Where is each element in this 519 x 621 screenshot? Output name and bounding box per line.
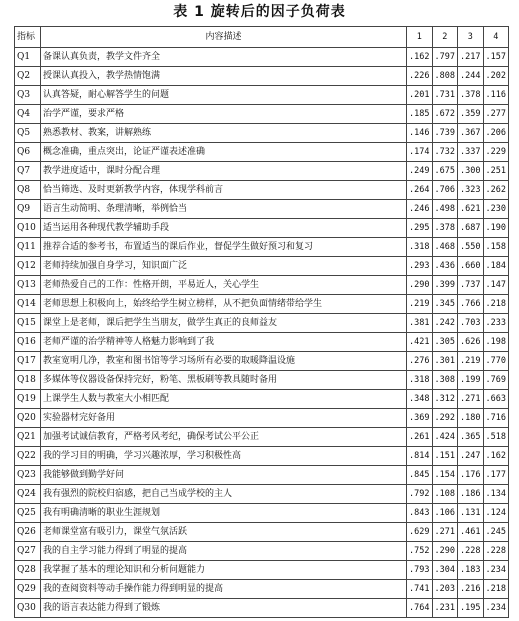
row-indicator: Q26 <box>15 523 41 542</box>
row-description: 恰当筛选、及时更新教学内容，体现学科前言 <box>41 181 407 200</box>
row-description: 老师热爱自己的工作：性格开朗，平易近人，关心学生 <box>41 276 407 295</box>
table-row <box>15 447 509 466</box>
factor-2-loading: .312 <box>432 390 458 409</box>
table-row <box>15 257 509 276</box>
header-factor-3: 3 <box>458 27 484 48</box>
factor-3-loading: .703 <box>458 314 484 333</box>
factor-2-loading: .154 <box>432 466 458 485</box>
factor-1-loading: .792 <box>407 485 433 504</box>
factor-4-loading: .262 <box>483 181 509 200</box>
row-description: 教室宽明几净，教室和图书馆等学习场所有必要的取暖降温设施 <box>41 352 407 371</box>
factor-3-loading: .176 <box>458 466 484 485</box>
factor-1-loading: .264 <box>407 181 433 200</box>
table-row <box>15 67 509 86</box>
row-description: 老师课堂富有吸引力，课堂气氛活跃 <box>41 523 407 542</box>
factor-3-loading: .378 <box>458 86 484 105</box>
header-description: 内容描述 <box>41 27 407 48</box>
factor-4-loading: .218 <box>483 295 509 314</box>
factor-3-loading: .131 <box>458 504 484 523</box>
factor-2-loading: .378 <box>432 219 458 238</box>
factor-3-loading: .461 <box>458 523 484 542</box>
factor-4-loading: .277 <box>483 105 509 124</box>
factor-1-loading: .249 <box>407 162 433 181</box>
factor-4-loading: .198 <box>483 333 509 352</box>
factor-3-loading: .365 <box>458 428 484 447</box>
table-row <box>15 390 509 409</box>
row-description: 教学进度适中，课时分配合理 <box>41 162 407 181</box>
factor-3-loading: .228 <box>458 542 484 561</box>
row-description: 我的学习目的明确，学习兴趣浓厚，学习积极性高 <box>41 447 407 466</box>
row-indicator: Q19 <box>15 390 41 409</box>
table-row <box>15 276 509 295</box>
row-indicator: Q4 <box>15 105 41 124</box>
row-indicator: Q21 <box>15 428 41 447</box>
row-indicator: Q3 <box>15 86 41 105</box>
row-indicator: Q28 <box>15 561 41 580</box>
factor-4-loading: .663 <box>483 390 509 409</box>
row-description: 老师持续加强自身学习，知识面广泛 <box>41 257 407 276</box>
table-row <box>15 86 509 105</box>
factor-3-loading: .737 <box>458 276 484 295</box>
factor-4-loading: .230 <box>483 200 509 219</box>
row-description: 我有明确清晰的职业生涯规划 <box>41 504 407 523</box>
factor-3-loading: .367 <box>458 124 484 143</box>
table-row <box>15 599 509 618</box>
row-indicator: Q9 <box>15 200 41 219</box>
table-row <box>15 428 509 447</box>
factor-1-loading: .764 <box>407 599 433 618</box>
factor-2-loading: .308 <box>432 371 458 390</box>
row-description: 老师思想上积极向上，始终给学生树立榜样，从不把负面情绪带给学生 <box>41 295 407 314</box>
factor-4-loading: .177 <box>483 466 509 485</box>
row-indicator: Q30 <box>15 599 41 618</box>
row-indicator: Q16 <box>15 333 41 352</box>
factor-4-loading: .518 <box>483 428 509 447</box>
factor-2-loading: .305 <box>432 333 458 352</box>
factor-3-loading: .217 <box>458 48 484 67</box>
factor-3-loading: .244 <box>458 67 484 86</box>
factor-2-loading: .242 <box>432 314 458 333</box>
row-indicator: Q17 <box>15 352 41 371</box>
factor-2-loading: .345 <box>432 295 458 314</box>
row-indicator: Q11 <box>15 238 41 257</box>
row-description: 我有强烈的院校归宿感，把自己当成学校的主人 <box>41 485 407 504</box>
factor-loadings-table <box>14 26 509 618</box>
factor-1-loading: .293 <box>407 257 433 276</box>
factor-3-loading: .550 <box>458 238 484 257</box>
factor-3-loading: .219 <box>458 352 484 371</box>
row-indicator: Q18 <box>15 371 41 390</box>
factor-1-loading: .201 <box>407 86 433 105</box>
factor-4-loading: .116 <box>483 86 509 105</box>
factor-2-loading: .399 <box>432 276 458 295</box>
factor-1-loading: .381 <box>407 314 433 333</box>
factor-1-loading: .793 <box>407 561 433 580</box>
factor-4-loading: .769 <box>483 371 509 390</box>
factor-4-loading: .158 <box>483 238 509 257</box>
row-indicator: Q10 <box>15 219 41 238</box>
factor-2-loading: .304 <box>432 561 458 580</box>
factor-3-loading: .183 <box>458 561 484 580</box>
table-header-row <box>15 27 509 48</box>
factor-1-loading: .369 <box>407 409 433 428</box>
factor-4-loading: .124 <box>483 504 509 523</box>
row-indicator: Q2 <box>15 67 41 86</box>
row-description: 老师严谨的治学精神等人格魅力影响到了我 <box>41 333 407 352</box>
row-indicator: Q8 <box>15 181 41 200</box>
table-row <box>15 580 509 599</box>
factor-2-loading: .739 <box>432 124 458 143</box>
factor-4-loading: .157 <box>483 48 509 67</box>
row-indicator: Q24 <box>15 485 41 504</box>
factor-1-loading: .219 <box>407 295 433 314</box>
row-description: 我的自主学习能力得到了明显的提高 <box>41 542 407 561</box>
factor-1-loading: .421 <box>407 333 433 352</box>
table-row <box>15 238 509 257</box>
factor-4-loading: .190 <box>483 219 509 238</box>
header-factor-4: 4 <box>483 27 509 48</box>
factor-4-loading: .147 <box>483 276 509 295</box>
table-row <box>15 523 509 542</box>
factor-3-loading: .180 <box>458 409 484 428</box>
row-description: 课堂上是老师，课后把学生当朋友，做学生真正的良师益友 <box>41 314 407 333</box>
factor-4-loading: .162 <box>483 447 509 466</box>
factor-2-loading: .271 <box>432 523 458 542</box>
factor-1-loading: .185 <box>407 105 433 124</box>
factor-2-loading: .290 <box>432 542 458 561</box>
table-row <box>15 105 509 124</box>
factor-4-loading: .233 <box>483 314 509 333</box>
factor-4-loading: .202 <box>483 67 509 86</box>
row-description: 认真答疑，耐心解答学生的问题 <box>41 86 407 105</box>
row-description: 实验器材完好备用 <box>41 409 407 428</box>
factor-2-loading: .292 <box>432 409 458 428</box>
row-indicator: Q20 <box>15 409 41 428</box>
row-indicator: Q29 <box>15 580 41 599</box>
row-description: 推荐合适的参考书，布置适当的课后作业，督促学生做好预习和复习 <box>41 238 407 257</box>
factor-3-loading: .359 <box>458 105 484 124</box>
row-indicator: Q27 <box>15 542 41 561</box>
factor-4-loading: .228 <box>483 542 509 561</box>
factor-2-loading: .203 <box>432 580 458 599</box>
factor-1-loading: .290 <box>407 276 433 295</box>
row-indicator: Q23 <box>15 466 41 485</box>
factor-2-loading: .797 <box>432 48 458 67</box>
factor-1-loading: .162 <box>407 48 433 67</box>
row-indicator: Q22 <box>15 447 41 466</box>
factor-4-loading: .245 <box>483 523 509 542</box>
table-row <box>15 352 509 371</box>
factor-3-loading: .626 <box>458 333 484 352</box>
row-description: 概念准确，重点突出，论证严谨表述准确 <box>41 143 407 162</box>
factor-1-loading: .845 <box>407 466 433 485</box>
factor-3-loading: .195 <box>458 599 484 618</box>
row-description: 加强考试诚信教育，严格考风考纪，确保考试公平公正 <box>41 428 407 447</box>
row-description: 授课认真投入，教学热情饱满 <box>41 67 407 86</box>
factor-3-loading: .216 <box>458 580 484 599</box>
factor-1-loading: .261 <box>407 428 433 447</box>
factor-3-loading: .766 <box>458 295 484 314</box>
factor-2-loading: .151 <box>432 447 458 466</box>
factor-2-loading: .672 <box>432 105 458 124</box>
table-row <box>15 200 509 219</box>
row-indicator: Q13 <box>15 276 41 295</box>
table-row <box>15 371 509 390</box>
row-indicator: Q7 <box>15 162 41 181</box>
factor-1-loading: .752 <box>407 542 433 561</box>
factor-4-loading: .770 <box>483 352 509 371</box>
factor-1-loading: .174 <box>407 143 433 162</box>
row-description: 上课学生人数与教室大小相匹配 <box>41 390 407 409</box>
factor-1-loading: .226 <box>407 67 433 86</box>
factor-2-loading: .706 <box>432 181 458 200</box>
row-description: 我掌握了基本的理论知识和分析问题能力 <box>41 561 407 580</box>
factor-3-loading: .186 <box>458 485 484 504</box>
factor-4-loading: .716 <box>483 409 509 428</box>
factor-1-loading: .318 <box>407 371 433 390</box>
row-indicator: Q6 <box>15 143 41 162</box>
factor-1-loading: .348 <box>407 390 433 409</box>
factor-1-loading: .146 <box>407 124 433 143</box>
factor-4-loading: .229 <box>483 143 509 162</box>
factor-3-loading: .323 <box>458 181 484 200</box>
table-row <box>15 561 509 580</box>
table-row <box>15 409 509 428</box>
table-row <box>15 466 509 485</box>
factor-3-loading: .247 <box>458 447 484 466</box>
table-caption: 表 1 旋转后的因子负荷表 <box>173 4 346 20</box>
row-description: 多媒体等仪器设备保持完好，粉笔、黑板刷等教具随时备用 <box>41 371 407 390</box>
header-indicator: 指标 <box>15 27 41 48</box>
factor-1-loading: .318 <box>407 238 433 257</box>
factor-2-loading: .108 <box>432 485 458 504</box>
table-row <box>15 314 509 333</box>
table-row <box>15 485 509 504</box>
factor-3-loading: .337 <box>458 143 484 162</box>
factor-2-loading: .424 <box>432 428 458 447</box>
row-indicator: Q14 <box>15 295 41 314</box>
factor-3-loading: .660 <box>458 257 484 276</box>
factor-3-loading: .687 <box>458 219 484 238</box>
row-indicator: Q25 <box>15 504 41 523</box>
table-row <box>15 333 509 352</box>
factor-4-loading: .206 <box>483 124 509 143</box>
factor-4-loading: .234 <box>483 599 509 618</box>
factor-4-loading: .251 <box>483 162 509 181</box>
factor-4-loading: .218 <box>483 580 509 599</box>
factor-3-loading: .271 <box>458 390 484 409</box>
factor-3-loading: .199 <box>458 371 484 390</box>
factor-2-loading: .231 <box>432 599 458 618</box>
row-description: 我能够做到勤学好问 <box>41 466 407 485</box>
table-row <box>15 219 509 238</box>
row-description: 我的查阅资料等动手操作能力得到明显的提高 <box>41 580 407 599</box>
factor-2-loading: .436 <box>432 257 458 276</box>
row-indicator: Q5 <box>15 124 41 143</box>
row-description: 备课认真负责，教学文件齐全 <box>41 48 407 67</box>
row-description: 适当运用各种现代教学辅助手段 <box>41 219 407 238</box>
factor-1-loading: .276 <box>407 352 433 371</box>
row-description: 语言生动简明、条理清晰，举例恰当 <box>41 200 407 219</box>
factor-1-loading: .629 <box>407 523 433 542</box>
factor-2-loading: .731 <box>432 86 458 105</box>
factor-4-loading: .134 <box>483 485 509 504</box>
row-description: 熟悉教材、教案，讲解熟练 <box>41 124 407 143</box>
factor-1-loading: .843 <box>407 504 433 523</box>
factor-1-loading: .246 <box>407 200 433 219</box>
table-row <box>15 295 509 314</box>
factor-1-loading: .814 <box>407 447 433 466</box>
factor-4-loading: .184 <box>483 257 509 276</box>
header-factor-1: 1 <box>407 27 433 48</box>
table-row <box>15 162 509 181</box>
row-indicator: Q15 <box>15 314 41 333</box>
factor-2-loading: .301 <box>432 352 458 371</box>
table-row <box>15 124 509 143</box>
table-row <box>15 542 509 561</box>
factor-3-loading: .300 <box>458 162 484 181</box>
factor-2-loading: .498 <box>432 200 458 219</box>
table-row <box>15 48 509 67</box>
factor-2-loading: .675 <box>432 162 458 181</box>
factor-3-loading: .621 <box>458 200 484 219</box>
factor-1-loading: .741 <box>407 580 433 599</box>
table-row <box>15 143 509 162</box>
table-body <box>15 48 509 618</box>
factor-2-loading: .468 <box>432 238 458 257</box>
row-indicator: Q1 <box>15 48 41 67</box>
factor-4-loading: .234 <box>483 561 509 580</box>
factor-1-loading: .295 <box>407 219 433 238</box>
header-factor-2: 2 <box>432 27 458 48</box>
factor-2-loading: .808 <box>432 67 458 86</box>
factor-2-loading: .732 <box>432 143 458 162</box>
table-row <box>15 181 509 200</box>
row-description: 治学严谨，要求严格 <box>41 105 407 124</box>
row-indicator: Q12 <box>15 257 41 276</box>
factor-2-loading: .106 <box>432 504 458 523</box>
table-row <box>15 504 509 523</box>
row-description: 我的语言表达能力得到了锻炼 <box>41 599 407 618</box>
